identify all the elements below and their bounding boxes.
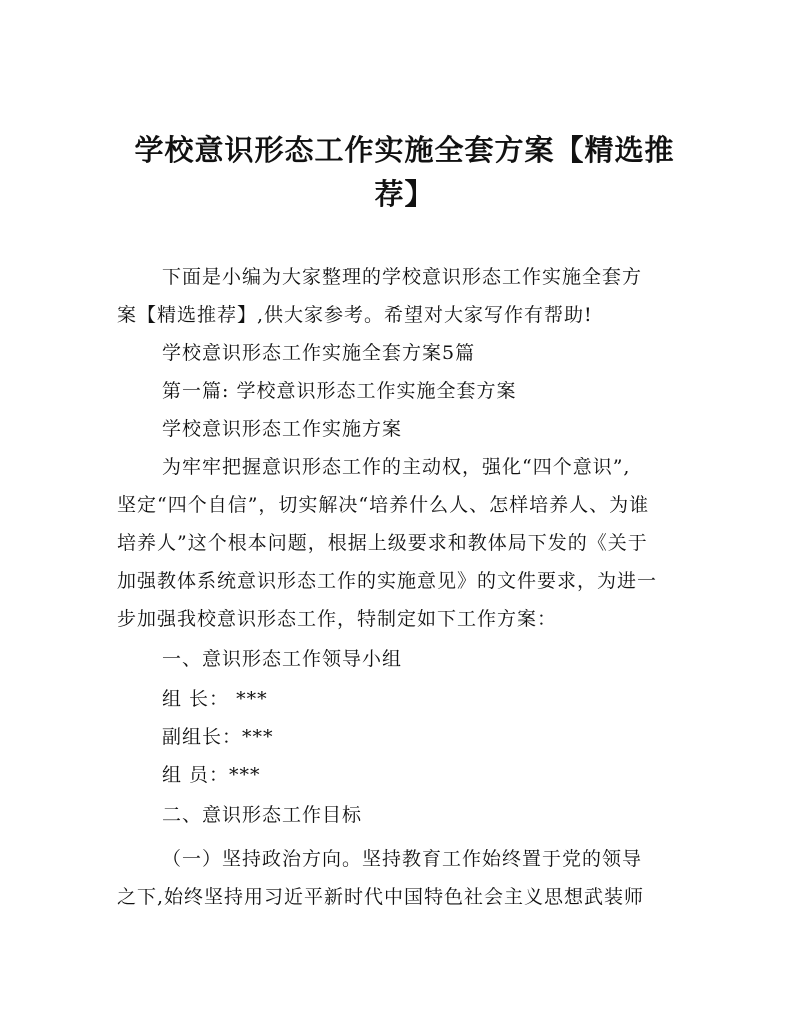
section-heading: 二、意识形态工作目标 (162, 804, 363, 826)
text-line: 步加强我校意识形态工作，特制定如下工作方案： (117, 608, 558, 630)
paragraph-purpose (117, 448, 687, 638)
text-line: 坚定“四个自信”，切实解决“培养什么人、怎样培养人、为谁 (117, 494, 650, 516)
heading-collection-title (117, 334, 687, 372)
section-heading: 一、意识形态工作领导小组 (162, 648, 403, 670)
document-title: 学校意识形态工作实施全套方案【精选推荐】 (134, 133, 675, 211)
deputy-leader-row (117, 718, 687, 756)
text-line: 为牢牢把握意识形态工作的主动权，强化“四个意识”, (162, 456, 631, 478)
leader-row (117, 680, 687, 718)
text-line: （一）坚持政治方向。坚持教育工作始终置于党的领导 (162, 848, 643, 870)
paragraph-intro (117, 258, 687, 334)
text-line: 学校意识形态工作实施全套方案5篇 (162, 342, 476, 364)
heading-first-article (117, 372, 687, 410)
text-line: 案【精选推荐】,供大家参考。希望对大家写作有帮助! (117, 304, 593, 326)
text-line: 加强教体系统意识形态工作的实施意见》的文件要求，为进一 (117, 570, 658, 592)
text-line: 组 长： *** (162, 688, 268, 710)
text-line: 培养人”这个根本问题，根据上级要求和教体局下发的《关于 (117, 532, 648, 554)
text-line: 学校意识形态工作实施方案 (162, 418, 403, 440)
text-line: 第一篇: 学校意识形态工作实施全套方案 (162, 380, 517, 402)
text-line: 组 员：*** (162, 764, 261, 786)
text-line: 下面是小编为大家整理的学校意识形态工作实施全套方 (162, 266, 643, 288)
paragraph-political-direction (117, 840, 687, 916)
section-goals (117, 796, 687, 834)
member-row (117, 756, 687, 794)
section-leadership-group (117, 640, 687, 678)
text-line: 副组长：*** (162, 726, 274, 748)
heading-plan-title (117, 410, 687, 448)
text-line: 之下,始终坚持用习近平新时代中国特色社会主义思想武装师 (117, 886, 645, 908)
